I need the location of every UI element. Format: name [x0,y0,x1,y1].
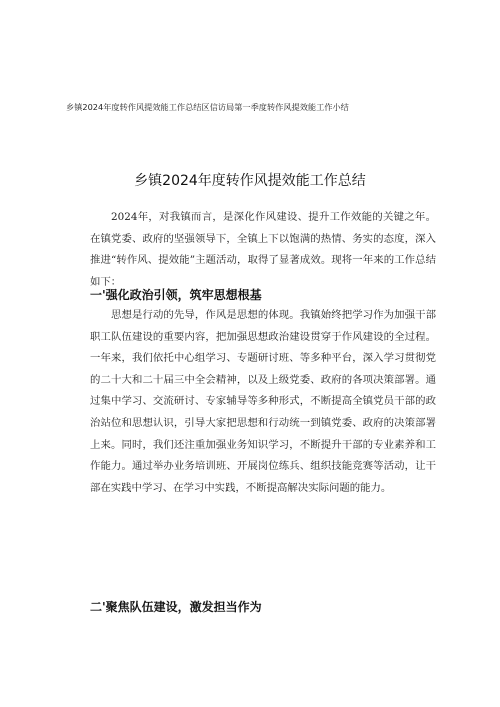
section-heading-2: 二'聚焦队伍建设，激发担当作为 [90,600,262,614]
header-title: 乡镇2024年度转作风提效能工作总结区信访局第一季度转作风提效能工作小结 [66,102,349,112]
section-paragraph-1: 思想是行动的先导，作风是思想的体现。我镇始终把学习作为加强干部职工队伍建设的重要内容，把加强思想政治建设贯穿于作风建设的全过程。一年来，我们依托中心组学习、专题研讨班、等多种平台，深入学习贯彻党的二十大和二十届三中全会精神，以及上级党委、政府的各项决策部署。通过集中学习、交流研讨、专家辅导等多种形式，不断提高全镇党员干部的政治站位和思想认识，引导大家把思想和行动统一到镇党委、政府的决策部署上来。同时，我们还注重加强业务知识学习，不断提升干部的专业素养和工作能力。通过举办业务培训班、开展岗位练兵、组织技能竞赛等活动，让干部在实践中学习、在学习中实践，不断提高解决实际问题的能力。 [90,309,436,494]
section-heading-1: 一'强化政治引领，筑牢思想根基 [90,288,262,302]
document-title: 乡镇2024年度转作风提效能工作总结 [134,173,366,189]
intro-paragraph: 2024年，对我镇而言，是深化作风建设、提升工作效能的关键之年。在镇党委、政府的坚强领导下，全镇上下以饱满的热情、务实的态度，深入推进“转作风、提效能”主题活动，取得了显著成效。现将一年来的工作总结如下： [90,211,436,288]
